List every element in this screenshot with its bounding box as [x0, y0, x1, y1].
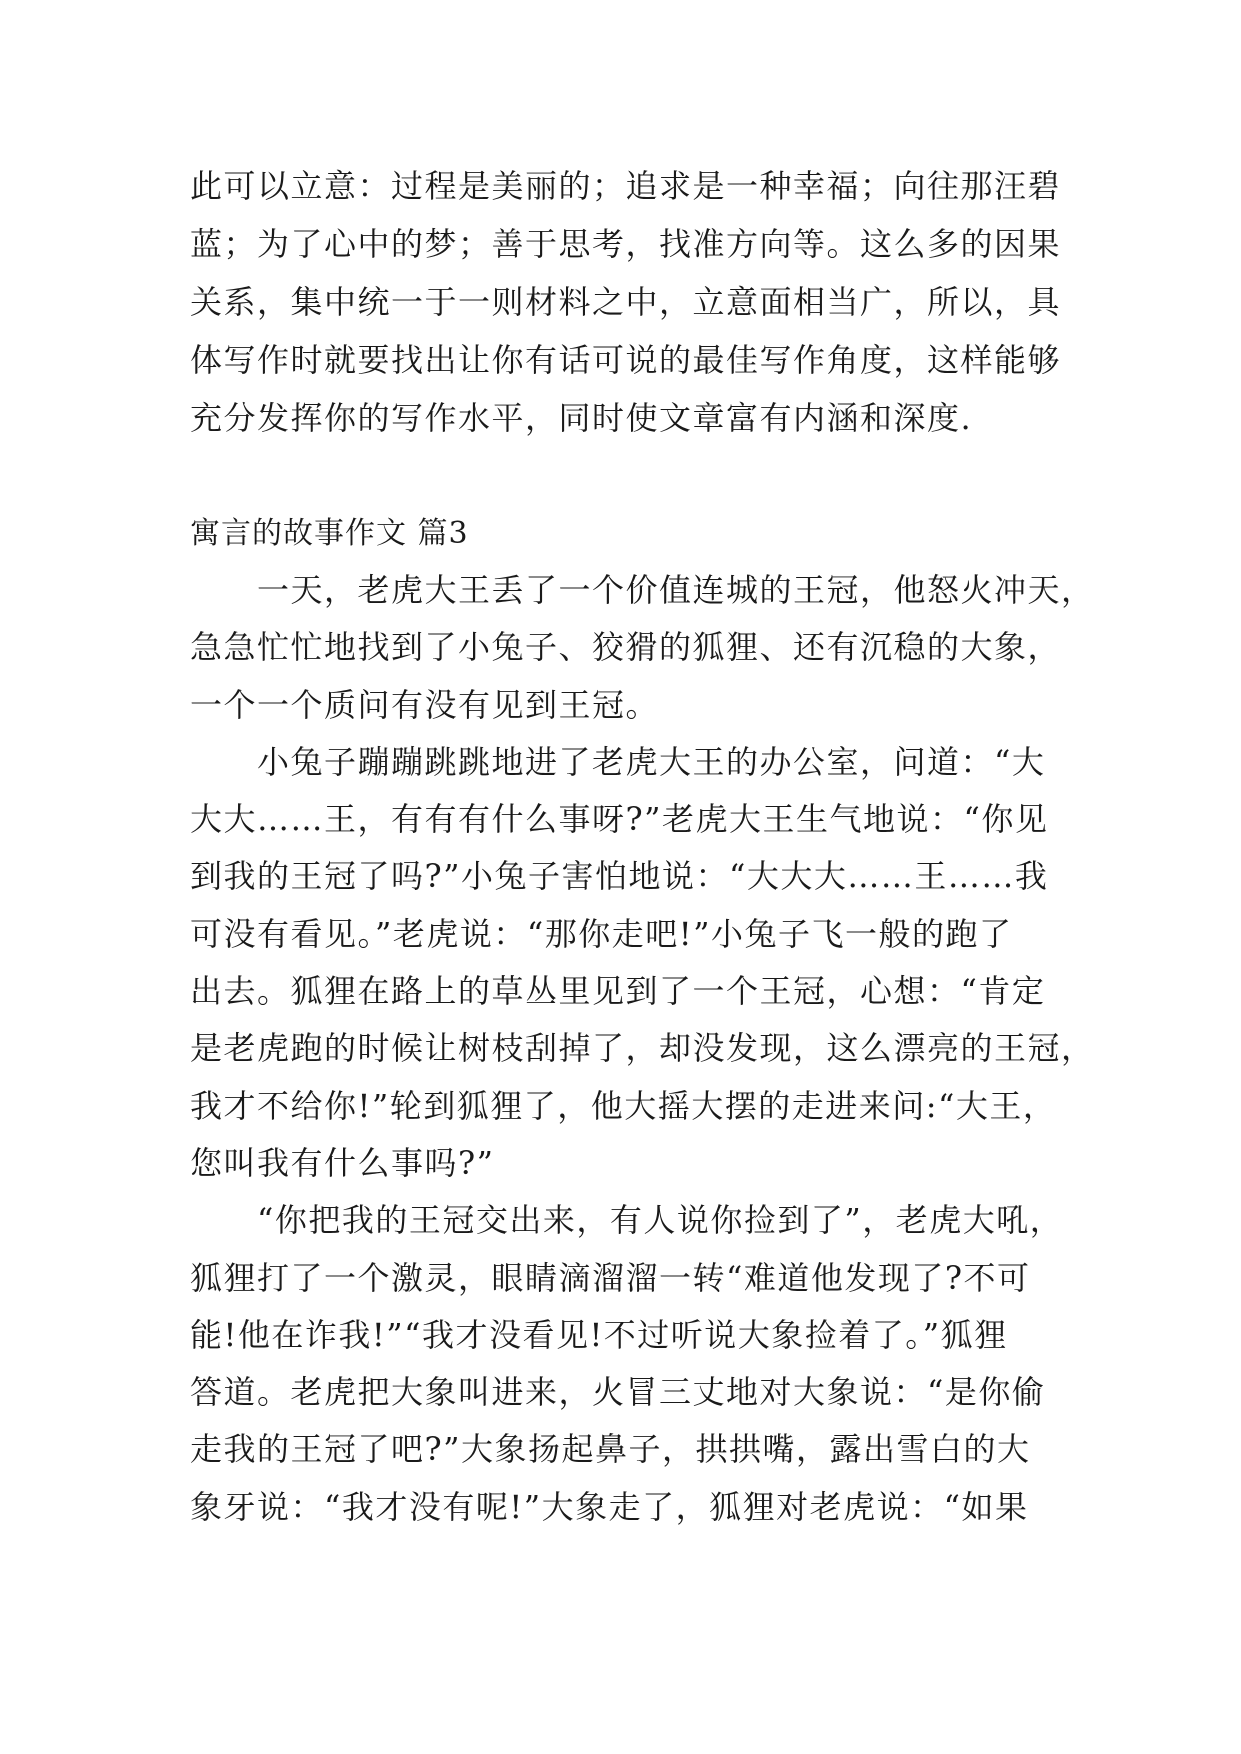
text-line: 到我的王冠了吗?”小兔子害怕地说：“大大大……王……我 [190, 857, 1049, 896]
text-line: 是老虎跑的时候让树枝刮掉了，却没发现，这么漂亮的王冠， [190, 1029, 1095, 1068]
text-line: 此可以立意：过程是美丽的；追求是一种幸福；向往那汪碧 [190, 167, 1062, 205]
text-line: 象牙说：“我才没有呢!”大象走了，狐狸对老虎说：“如果 [190, 1487, 1029, 1526]
text-line: 能!他在诈我!”“我才没看见!不过听说大象捡着了。”狐狸 [190, 1315, 1008, 1354]
text-line: 答道。老虎把大象叫进来，火冒三丈地对大象说：“是你偷 [190, 1373, 1046, 1412]
text-line: 充分发挥你的写作水平，同时使文章富有内涵和深度. [190, 399, 973, 437]
text-line: 出去。狐狸在路上的草丛里见到了一个王冠，心想：“肯定 [190, 972, 1046, 1011]
intro-paragraph [190, 157, 1060, 447]
text-line: 小兔子蹦蹦跳跳地进了老虎大王的办公室，问道：“大 [190, 742, 1046, 781]
text-line: 走我的王冠了吧?”大象扬起鼻子，拱拱嘴，露出雪白的大 [190, 1430, 1031, 1469]
text-line: 一个一个质问有没有见到王冠。 [190, 685, 660, 724]
section-heading: 寓言的故事作文 篇3 [190, 516, 469, 551]
text-line: 您叫我有什么事吗?” [190, 1143, 495, 1182]
text-line: 大大……王，有有有什么事呀?”老虎大王生气地说：“你见 [190, 800, 1049, 839]
text-line: 我才不给你!”轮到狐狸了，他大摇大摆的走进来问:“大王， [190, 1086, 1057, 1125]
text-line: 蓝；为了心中的梦；善于思考，找准方向等。这么多的因果 [190, 225, 1062, 263]
text-line: 可没有看见。”老虎说：“那你走吧!”小兔子飞一般的跑了 [190, 914, 1013, 953]
text-line: 关系，集中统一于一则材料之中，立意面相当广，所以，具 [190, 283, 1062, 321]
text-line: “你把我的王冠交出来，有人说你捡到了”，老虎大吼， [190, 1201, 1064, 1240]
text-line: 急急忙忙地找到了小兔子、狡猾的狐狸、还有沉稳的大象， [190, 628, 1062, 667]
text-line: 一天，老虎大王丢了一个价值连城的王冠，他怒火冲天， [190, 571, 1095, 609]
text-line: 狐狸打了一个激灵，眼睛滴溜溜一转“难道他发现了?不可 [190, 1258, 1031, 1297]
story-body [190, 562, 1095, 1536]
text-line: 体写作时就要找出让你有话可说的最佳写作角度，这样能够 [190, 341, 1062, 379]
